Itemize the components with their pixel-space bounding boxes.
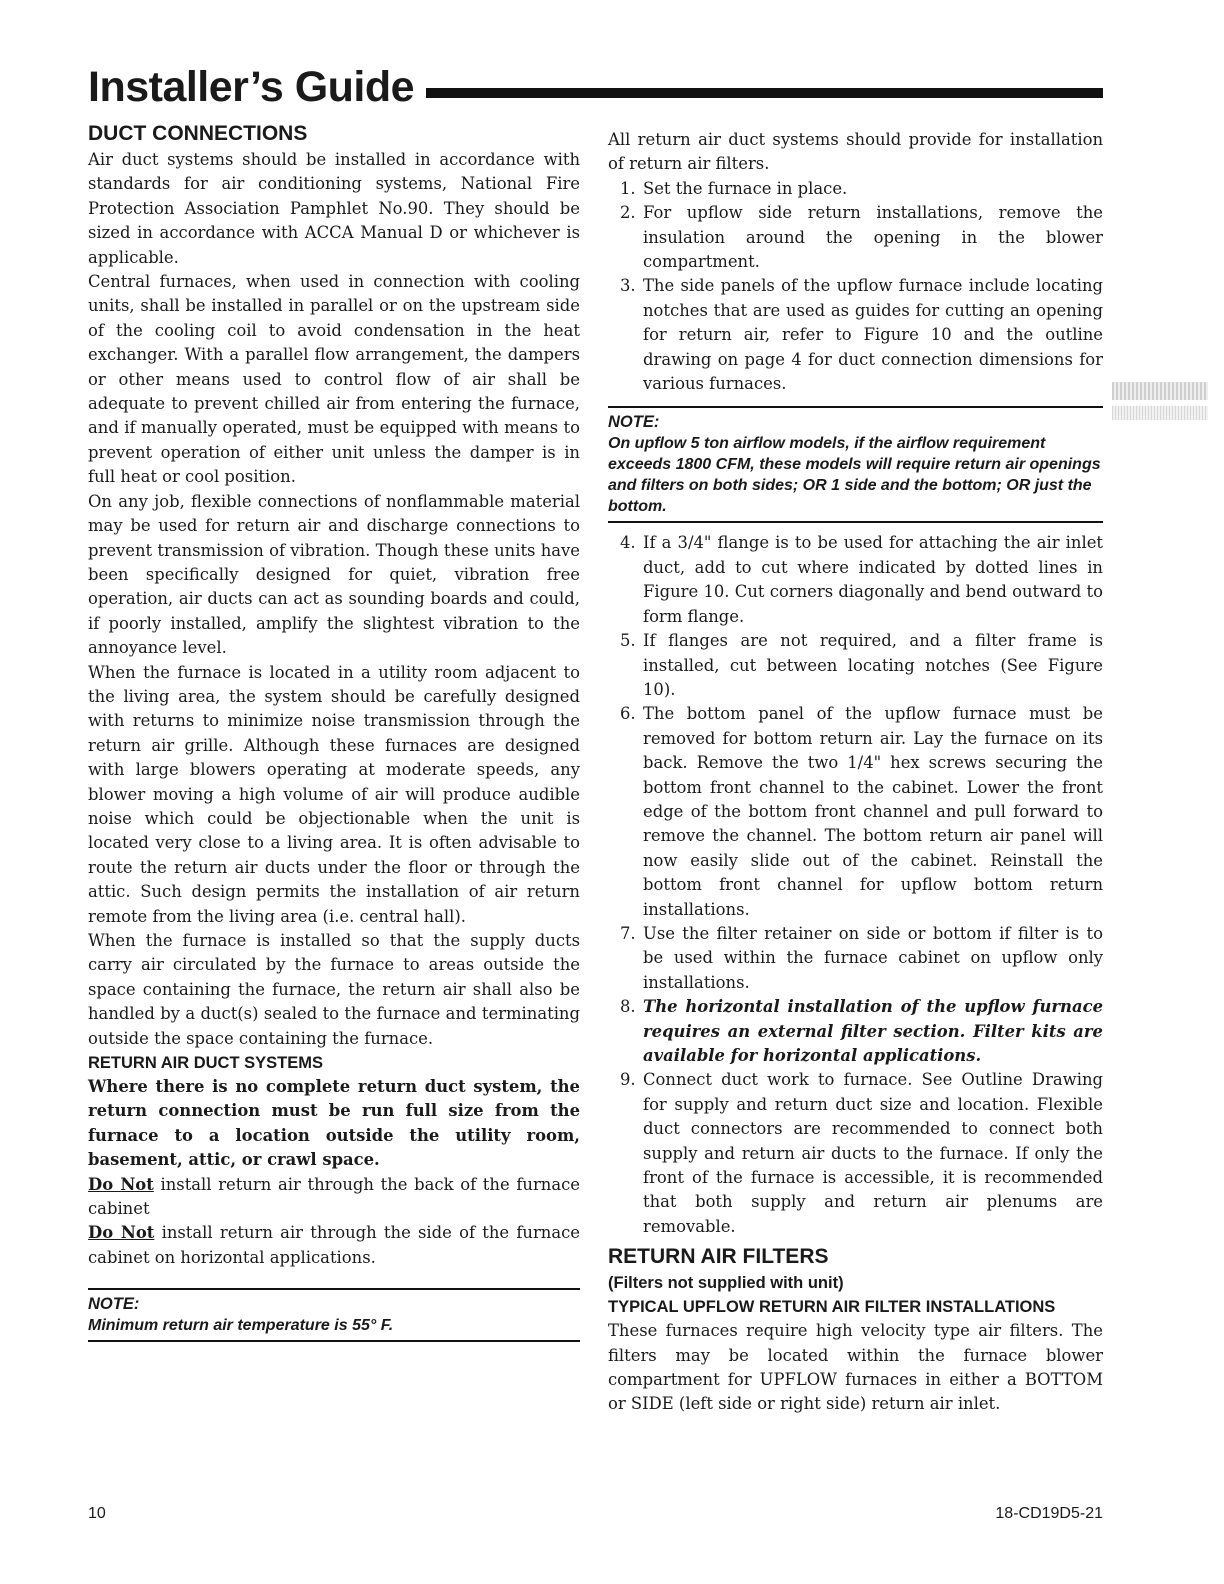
list-item: [608, 702, 1103, 922]
list-text: If a 3/4" flange is to be used for attaching the air inlet duct, add to cut where indicated by dotted lines in Figure 10. Cut corners diagonally and bend outward to form flange.: [643, 533, 1103, 626]
paragraph: These furnaces require high velocity type air filters. The filters may be located within the furnace blower compartment for UPFLOW furnaces in either a BOTTOM or SIDE (left side or right side) return air inlet.: [608, 1321, 1103, 1414]
list-item: [608, 1068, 1103, 1239]
list-text: Use the filter retainer on side or bottom if filter is to be used within the furnace cabinet on upflow only installations.: [643, 923, 1103, 992]
page-number: 10: [88, 1505, 106, 1522]
list-item: [608, 629, 1103, 702]
list-text: The bottom panel of the upflow furnace must be removed for bottom return air. Lay the furnace on its back. Remove the two 1/4" hex screws securing the bottom front channel to the cabinet. Lower the front edge of the bottom front channel and pull forward to remove the channel. The bottom return air panel will now easily slide out of the cabinet. Reinstall the bottom front channel for upflow bottom return installations.: [643, 704, 1103, 919]
subheading: RETURN AIR DUCT SYSTEMS: [88, 1054, 323, 1073]
do-not-text: install return air through the back of the furnace cabinet: [88, 1174, 580, 1219]
note-box: [608, 406, 1103, 523]
list-text: For upflow side return installations, remove the insulation around the opening in the blower compartment.: [643, 203, 1103, 272]
right-column: [608, 128, 1103, 1417]
paragraph: All return air duct systems should provide for installation of return air filters.: [608, 130, 1103, 174]
list-item: [608, 274, 1103, 396]
do-not-label: Do Not: [88, 1223, 155, 1243]
subheading: TYPICAL UPFLOW RETURN AIR FILTER INSTALLATIONS: [608, 1298, 1056, 1317]
list-text: Set the furnace in place.: [643, 178, 848, 198]
list-number: 6.: [620, 704, 636, 724]
page-title: Installer’s Guide: [88, 63, 415, 111]
list-number: 3.: [620, 276, 636, 296]
section-heading: DUCT CONNECTIONS: [88, 122, 308, 145]
paragraph: Central furnaces, when used in connection with cooling units, shall be installed in parallel or on the upstream side of the cooling coil to avoid condensation in the heat exchanger. With a parallel flow arrangement, the dampers or other means used to control flow of air shall be adequate to prevent chilled air from entering the furnace, and if manually operated, must be equipped with means to prevent operation of either unit unless the damper is in full heat or cool position.: [88, 272, 580, 487]
list-number: 2.: [620, 203, 636, 223]
note-text: Minimum return air temperature is 55° F.: [88, 1317, 394, 1335]
paragraph: Air duct systems should be installed in accordance with standards for air conditioning systems, National Fire Protection Association Pamphlet No.90. They should be sized in accordance with ACCA Manual D or whichever is applicable.: [88, 150, 580, 267]
list-text: If flanges are not required, and a filter frame is installed, cut between locating notches (See Figure 10).: [643, 631, 1103, 699]
list-number: 8.: [620, 997, 636, 1017]
note-box: [88, 1288, 580, 1342]
section-heading: RETURN AIR FILTERS: [608, 1245, 829, 1269]
do-not-label: Do Not: [88, 1174, 154, 1194]
list-number: 1.: [620, 178, 636, 198]
do-not-text: install return air through the side of the furnace cabinet on horizontal applications.: [88, 1223, 580, 1267]
left-column: [88, 120, 580, 1342]
list-text: Connect duct work to furnace. See Outline Drawing for supply and return duct size and location. Flexible duct connectors are recommended to connect both supply and return air ducts to the furnace. If only the front of the furnace is accessible, it is recommended that both supply and return air plenums are removable.: [643, 1070, 1103, 1236]
note-text: On upflow 5 ton airflow models, if the airflow requirement exceeds 1800 CFM, these models will require return air openings and filters on both sides; OR 1 side and the bottom; OR just the bottom.: [608, 435, 1101, 516]
list-item: [608, 177, 1103, 201]
document-id: 18-CD19D5-21: [995, 1505, 1103, 1522]
steps-list: [608, 531, 1103, 1239]
page-header: [88, 62, 1103, 112]
do-not-paragraph: [88, 1173, 580, 1222]
warning-paragraph: Where there is no complete return duct system, the return connection must be run full size from the furnace to a location outside the utility room, basement, attic, or crawl space.: [88, 1077, 580, 1170]
paragraph: On any job, flexible connections of nonflammable material may be used for return air and discharge connections to prevent transmission of vibration. Though these units have been specifically designed for quiet, vibration free operation, air ducts can act as sounding boards and could, if poorly installed, amplify the slightest vibration to the annoyance level.: [88, 491, 580, 658]
list-item: [608, 531, 1103, 629]
list-text: The side panels of the upflow furnace include locating notches that are used as guides for cutting an opening for return air, refer to Figure 10 and the outline drawing on page 4 for duct connection dimensions for various furnaces.: [643, 276, 1103, 394]
list-item: [608, 922, 1103, 995]
subheading: (Filters not supplied with unit): [608, 1274, 844, 1293]
list-number: 7.: [620, 923, 636, 943]
paragraph: When the furnace is located in a utility room adjacent to the living area, the system should be carefully designed with returns to minimize noise transmission through the return air grille. Although these furnaces are designed with large blowers operating at moderate speeds, any blower moving a high volume of air will produce audible noise which could be objectionable when the unit is located very close to a living area. It is often advisable to route the return air ducts under the floor or through the attic. Such design permits the installation of air return remote from the living area (i.e. central hall).: [88, 662, 580, 926]
header-rule: [426, 88, 1103, 98]
do-not-paragraph: [88, 1221, 580, 1270]
list-number: 9.: [620, 1070, 636, 1090]
list-text: The horizontal installation of the upflow furnace requires an external filter section. Filter kits are available for horizontal applications.: [643, 997, 1103, 1065]
paragraph: When the furnace is installed so that the supply ducts carry air circulated by the furnace to areas outside the space containing the furnace, the return air shall also be handled by a duct(s) sealed to the furnace and terminating outside the space containing the furnace.: [88, 931, 580, 1048]
section-tab-marker: [1112, 382, 1208, 400]
note-title: NOTE:: [88, 1295, 140, 1314]
note-title: NOTE:: [608, 413, 660, 432]
section-tab-marker: [1112, 406, 1208, 420]
list-number: 4.: [620, 533, 636, 553]
list-item: [608, 201, 1103, 274]
steps-list: [608, 177, 1103, 397]
list-number: 5.: [620, 631, 636, 651]
list-item: [608, 995, 1103, 1068]
